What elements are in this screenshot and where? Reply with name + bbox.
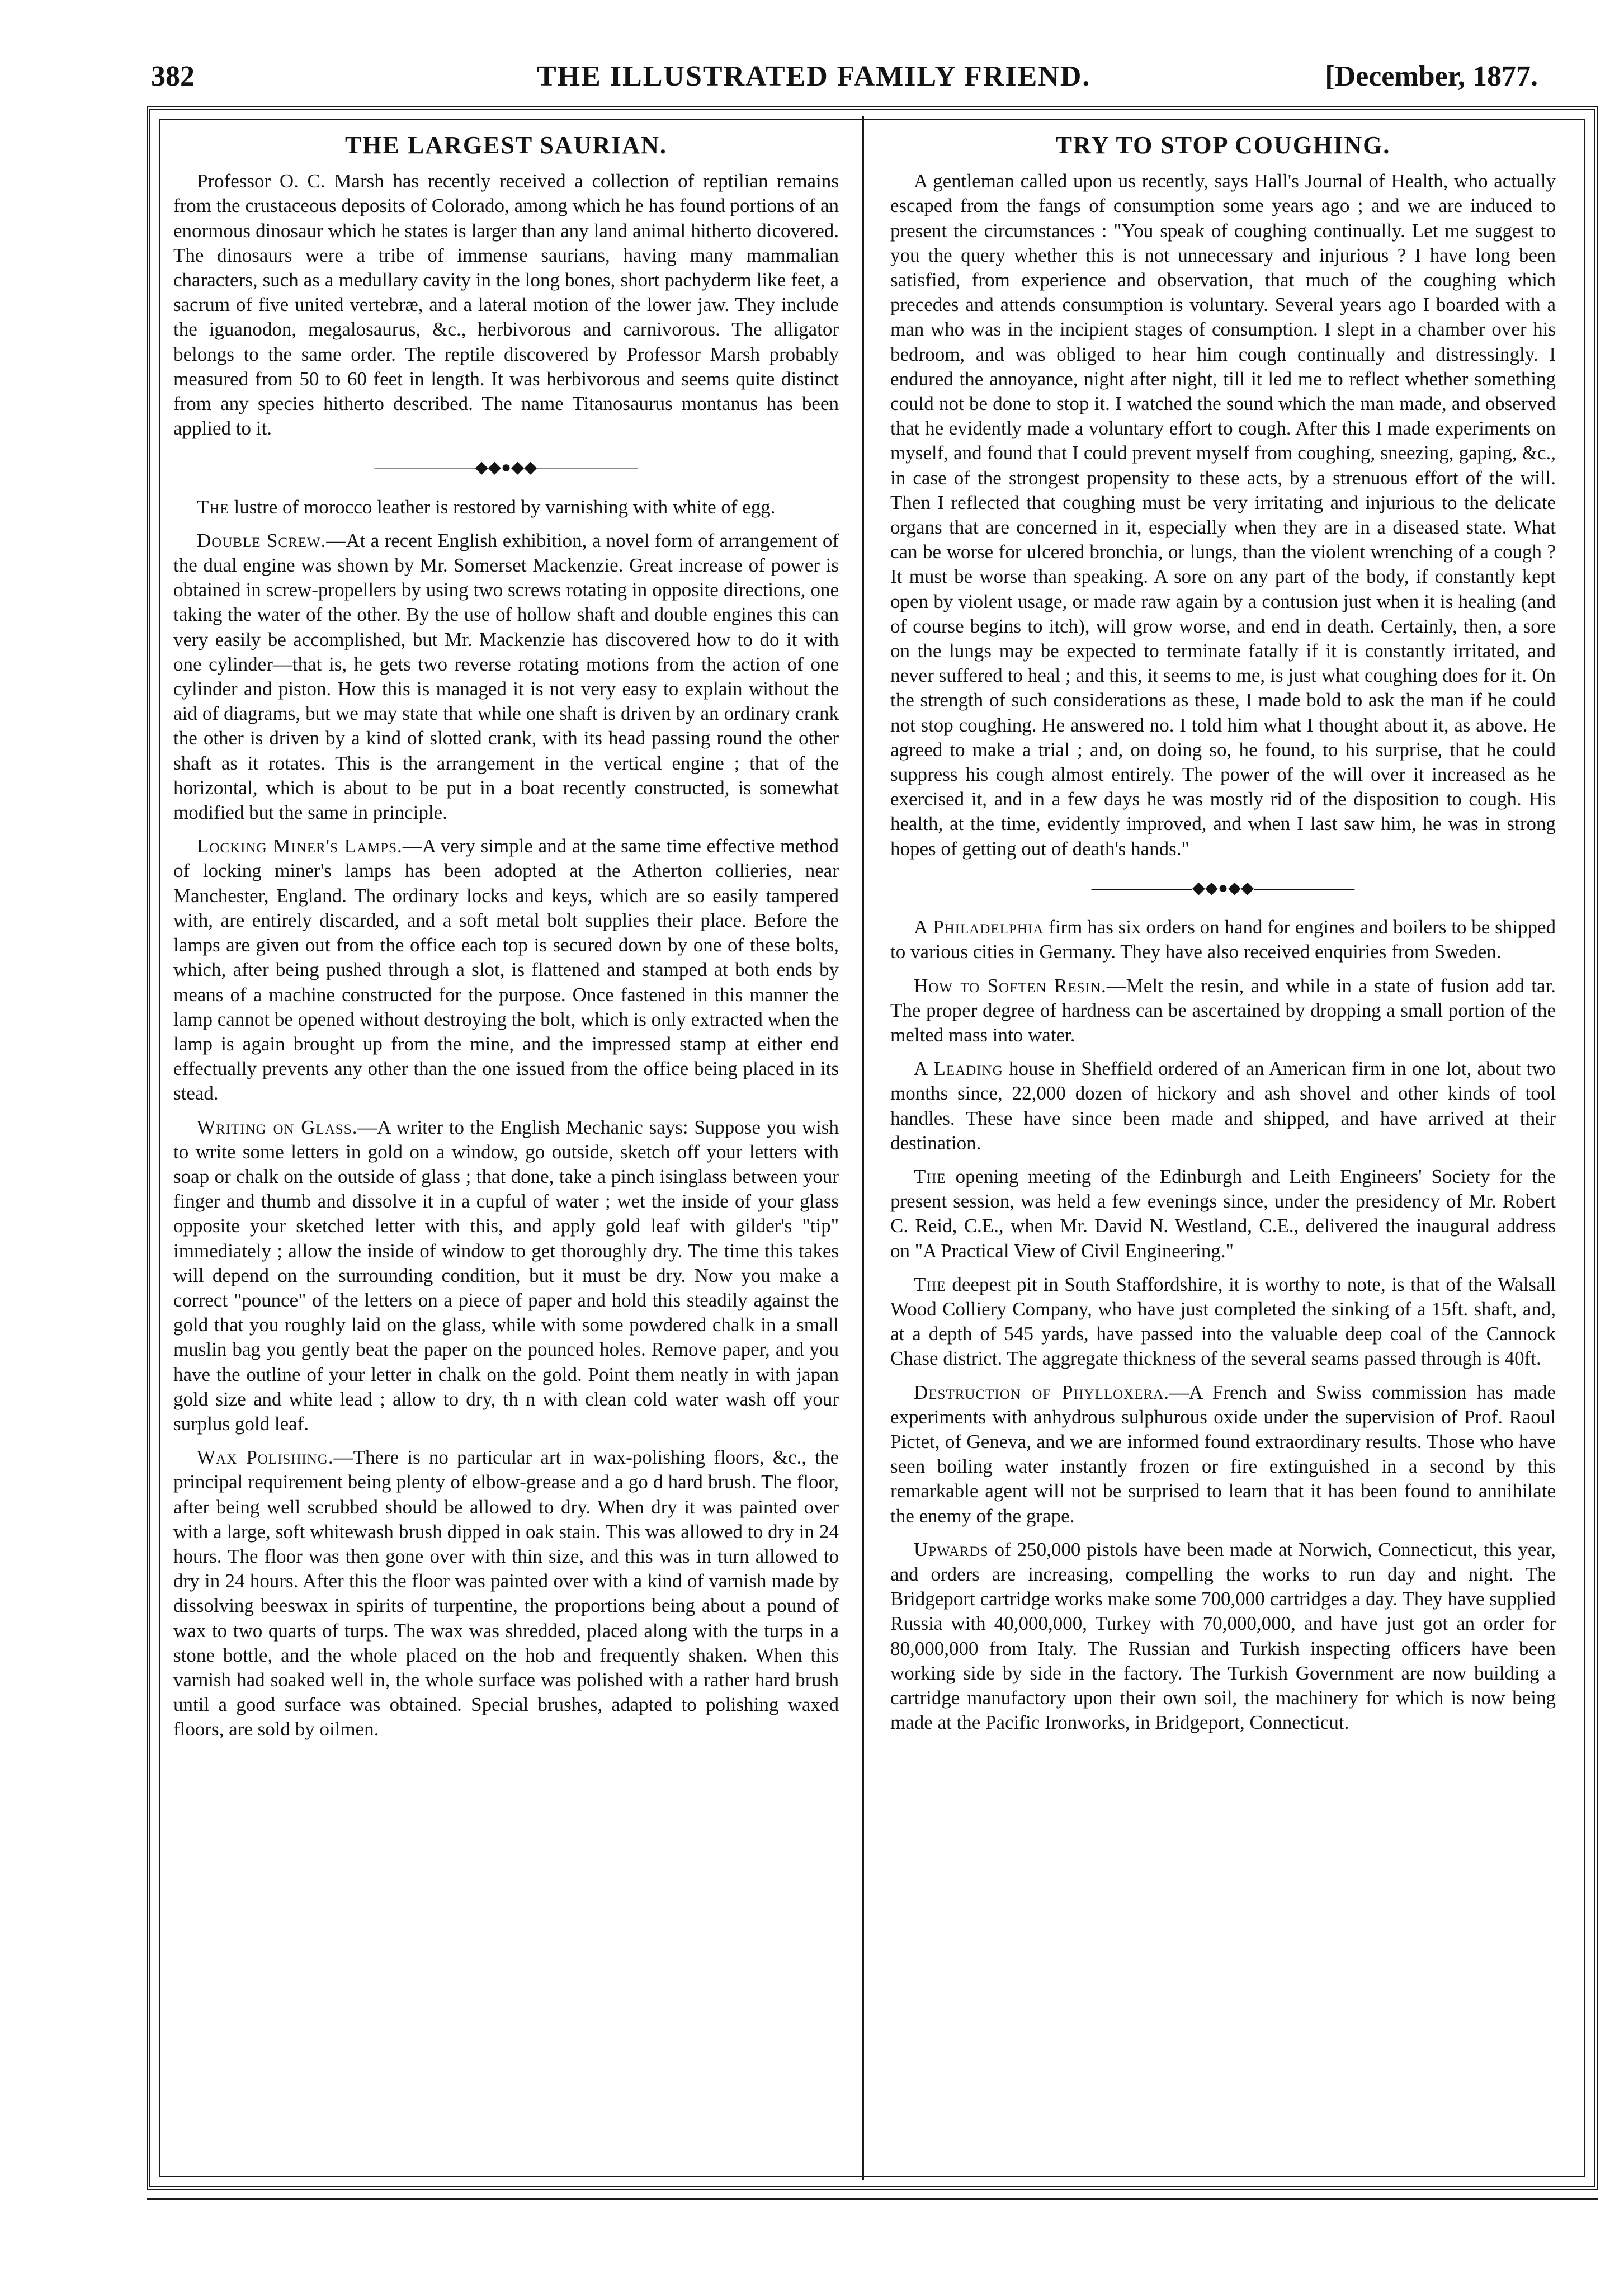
paragraph-lead: How to Soften Resin. [914, 974, 1107, 997]
paragraph-lead: Destruction of Phylloxera. [914, 1381, 1169, 1403]
paragraph-text: lustre of morocco leather is restored by varnishing with white of egg. [229, 496, 776, 518]
journal-title: THE ILLUSTRATED FAMILY FRIEND. [537, 60, 1091, 92]
paragraph [890, 974, 1556, 1048]
paragraph-lead: Writing on Glass. [197, 1116, 358, 1138]
paragraph [173, 1115, 839, 1437]
paragraph-text: —Melt the resin, and while in a state of fusion add tar. The proper degree of hardness can be ascertained by dropping a small portion of the melted mass into water. [890, 974, 1556, 1046]
paragraph-text: —A very simple and at the same time effective method of locking miner's lamps has been adopted at the Atherton collieries, near Manchester, England. The ordinary locks and keys, which are so easily tampered with, are entirely discarded, and a soft metal bolt supplies their place. Before the lamps are given out from the office each top is secured down by one of these bolts, which, after being pushed through a slot, is flattened and stamped at both ends by means of a machine constructed for the purpose. Once fastened in this manner the lamp cannot be opened without destroying the bolt, which is only extracted when the lamp is again brought up from the mine, and the impressed stamp at either end effectually prevents any other than the one issued from the office being placed in its stead. [173, 835, 839, 1105]
article-body: Professor O. C. Marsh has recently received a collection of reptilian remains from the crustaceous deposits of Colorado, among which he has found portions of an enormous dinosaur which he states is larger than any land animal hitherto dicovered. The dinosaurs were a tribe of immense saurians, having many mammalian characters, such as a medullary cavity in the long bones, short pachyderm like feet, a sacrum of five united vertebræ, and a lateral motion of the lower jaw. They include the iguanodon, megalosaurus, &c., herbivorous and carnivorous. The alligator belongs to the same order. The reptile discovered by Professor Marsh probably measured from 50 to 60 feet in length. It was herbivorous and seems quite distinct from any species hitherto described. The name Titanosaurus montanus has been applied to it. [173, 170, 839, 440]
article-title: THE LARGEST SAURIAN. [345, 131, 667, 159]
paragraph [890, 915, 1556, 964]
paragraph [890, 1380, 1556, 1529]
paragraph [890, 1057, 1556, 1156]
paragraph-lead: Double Screw. [197, 529, 327, 551]
paragraph-text: —There is no particular art in wax-polishing floors, &c., the principal requirement being plenty of elbow-grease and a go d hard brush. The floor, after being well scrubbed should be allowed to dry. When dry it was painted over with a large, soft whitewash brush dipped in oak stain. This was allowed to dry in 24 hours. The floor was then gone over with thin size, and this was in turn allowed to dry in 24 hours. After this the floor was painted over with a kind of varnish made by dissolving beeswax in spirits of turpentine, the proportions being about a pound of wax to two quarts of turps. The wax was shredded, placed along with the turps in a stone bottle, and the whole placed on the hob and frequently shaken. When this varnish had soaked well in, the whole surface was polished with a rather hard brush until a good surface was obtained. Special brushes, adapted to polishing waxed floors, are sold by oilmen. [173, 1446, 839, 1741]
ornament-divider: ——————◆◆●◆◆—————— [1091, 878, 1355, 897]
paragraph-text: of 250,000 pistols have been made at Norwich, Connecticut, this year, and orders are increasing, compelling the works to run day and night. The Bridgeport cartridge works make some 700,000 cartridges a day. They have supplied Russia with 40,000,000, Turkey with 70,000,000, and have just got an order for 80,000,000 from Italy. The Russian and Turkish inspecting officers have been working side by side in the factory. The Turkish Government are now building a cartridge manufactory upon their own soil, the machinery for which is now being made at the Pacific Ironworks, in Bridgeport, Connecticut. [890, 1538, 1556, 1734]
paragraph-lead: Wax Polishing. [197, 1446, 334, 1469]
paragraph [890, 1538, 1556, 1735]
paragraph-text: firm has six orders on hand for engines and boilers to be shipped to various cities in Germany. They have also received enquiries from Sweden. [890, 916, 1556, 963]
paragraph [173, 529, 839, 825]
right-column [890, 133, 1556, 1744]
paragraph [173, 495, 839, 520]
left-column [173, 133, 839, 1751]
paragraph [173, 834, 839, 1106]
paragraph-lead: Upwards [914, 1538, 989, 1560]
paragraph-text: —At a recent English exhibition, a novel form of arrangement of the dual engine was shown by Mr. Somerset Mackenzie. Great increase of power is obtained in screw-propellers by using two screws rotating in opposite directions, one taking the water of the other. By the use of hollow shaft and double engines this can very easily be accomplished, but Mr. Mackenzie has discovered how to do it with one cylinder—that is, he gets two reverse rotating motions from the action of one cylinder and piston. How this is managed it is not very easy to explain without the aid of diagrams, but we may state that while one shaft is driven by an ordinary crank the other is driven by a kind of slotted crank, with its head passing round the other shaft as it rotates. This is the arrangement in the vertical engine ; that of the horizontal, which is about to be put in a boat recently constructed, is somewhat modified but the same in principle. [173, 529, 839, 824]
paragraph-text: —A French and Swiss commission has made experiments with anhydrous sulphurous oxide under the supervision of Prof. Raoul Pictet, of Geneva, and we are informed found extraordinary results. Those who have seen boiling water instantly frozen or fire extinguished in a second by this remarkable agent will not be surprised to learn that it has been found to annihilate the enemy of the grape. [890, 1381, 1556, 1527]
article-body: A gentleman called upon us recently, says Hall's Journal of Health, who actually escaped from the fangs of consumption some years ago ; and we are induced to present the circumstances : "You speak of coughing continually. Let me suggest to you the query whether this is not unnecessary and injurious ? I have long been satisfied, from experience and observation, that much of the coughing which precedes and attends consumption is voluntary. Several years ago I boarded with a man who was in the incipient stages of consumption. I slept in a chamber over his bedroom, and was obliged to hear him cough continually and distressingly. I endured the annoyance, night after night, till it led me to reflect whether something could not be done to stop it. I watched the sound which the man made, and observed that he evidently made a voluntary effort to cough. After this I made experiments on myself, and found that I could prevent myself from coughing, sneezing, gaping, &c., in case of the strongest propensity to these acts, by a strenuous effort of the will. Then I reflected that coughing must be very irritating and injurious to the delicate organs that are concerned in it, especially when they are in a diseased state. What can be worse for ulcered bronchia, or lungs, than the violent wrenching of a cough ? It must be worse than speaking. A sore on any part of the body, if constantly kept open by violent usage, or made raw again by a contusion just when it is healing (and of course begins to itch), will grow worse, and end in death. Certainly, then, a sore on the lungs may be expected to terminate fatally if it is constantly irritated, and never suffered to heal ; and this, it seems to me, is just what coughing does for it. On the strength of such considerations as these, I made bold to ask the man if he could not stop coughing. He answered no. I told him what I thought about it, as above. He agreed to make a trial ; and, on doing so, he found, to his surprise, that he could suppress his cough almost entirely. The power of the will over it increased as he exercised it, and in a few days he was mostly rid of the disposition to cough. His health, at the time, evidently improved, and when I last saw him, he was in strong hopes of getting out of death's hands." [890, 170, 1556, 860]
article-title: TRY TO STOP COUGHING. [1055, 131, 1391, 159]
column-divider [862, 116, 864, 2180]
paragraph-text: house in Sheffield ordered of an American firm in one lot, about two months since, 22,000 dozen of hickory and ash shovel and other kinds of tool handles. These have since been made and shipped, and have arrived at their destination. [890, 1058, 1556, 1154]
ornament-divider: ——————◆◆●◆◆—————— [374, 458, 638, 477]
paragraph-lead: The [197, 496, 229, 518]
paragraph-lead: A Philadelphia [914, 916, 1044, 939]
paragraph-text: deepest pit in South Staffordshire, it is worthy to note, is that of the Walsall Wood Colliery Company, who have just completed the sinking of a 15ft. shaft, and, at a depth of 545 yards, have passed into the valuable deep coal of the Cannock Chase district. The aggregate thickness of the several seams passed through is 40ft. [890, 1273, 1556, 1370]
paragraph-lead: Locking Miner's Lamps. [197, 835, 403, 857]
paragraph-text: opening meeting of the Edinburgh and Leith Engineers' Society for the present session, was held a few evenings since, under the presidency of Mr. Robert C. Reid, C.E., when Mr. David N. Westland, C.E., delivered the inaugural address on "A Practical View of Civil Engineering." [890, 1165, 1556, 1262]
paragraph [173, 1445, 839, 1742]
paragraph [890, 1164, 1556, 1263]
paragraph-lead: The [914, 1273, 946, 1295]
paragraph-lead: The [914, 1165, 946, 1187]
issue-date: [December, 1877. [1325, 60, 1538, 92]
paragraph-text: —A writer to the English Mechanic says: Suppose you wish to write some letters in gold on a window, go outside, sketch off your letters with soap or chalk on the outside of glass ; that done, take a pinch isinglass between your finger and thumb and dissolve it in a cupful of water ; wet the inside of your glass opposite your sketched letter with this, and apply gold leaf with gilder's "tip" immediately ; allow the inside of window to get thoroughly dry. The time this takes will depend on the surrounding condition, but it must be dry. Now you make a correct "pounce" of the letters on a piece of paper and hold this steadily against the gold that you roughly laid on the glass, while with some powdered chalk in a small muslin bag you gently beat the paper on the pounced holes. Remove paper, and you have the outline of your letter in chalk on the gold. Point them neatly in with japan gold size and white lead ; allow to dry, th n with clean cold water wash off your surplus gold leaf. [173, 1116, 839, 1435]
bottom-rule [147, 2198, 1598, 2200]
page-number: 382 [151, 60, 195, 92]
paragraph-lead: A Leading [914, 1058, 1003, 1080]
paragraph [890, 1272, 1556, 1371]
running-head [151, 51, 1555, 102]
